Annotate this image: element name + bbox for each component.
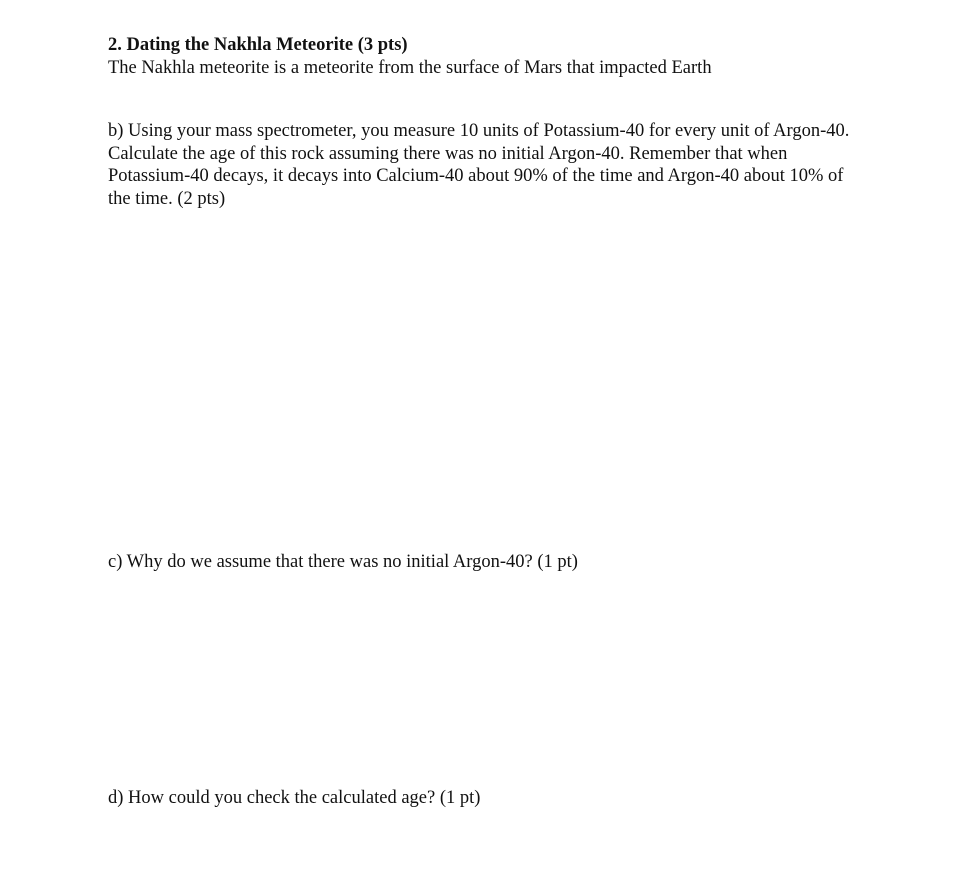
- question-heading: 2. Dating the Nakhla Meteorite (3 pts): [108, 35, 408, 55]
- question-b-line: the time. (2 pts): [108, 188, 226, 209]
- question-b-line: b) Using your mass spectrometer, you measure 10 units of Potassium-40 for every unit of Argon-40.: [108, 121, 850, 141]
- question-c: c) Why do we assume that there was no initial Argon-40? (1 pt): [108, 552, 578, 572]
- question-d: d) How could you check the calculated age? (1 pt): [108, 788, 481, 808]
- question-intro: The Nakhla meteorite is a meteorite from the surface of Mars that impacted Earth: [108, 58, 712, 78]
- question-b: [108, 120, 883, 210]
- question-b-line: Calculate the age of this rock assuming there was no initial Argon-40. Remember that when: [108, 143, 788, 164]
- question-b-line: Potassium-40 decays, it decays into Calcium-40 about 90% of the time and Argon-40 about 10% of: [108, 166, 844, 186]
